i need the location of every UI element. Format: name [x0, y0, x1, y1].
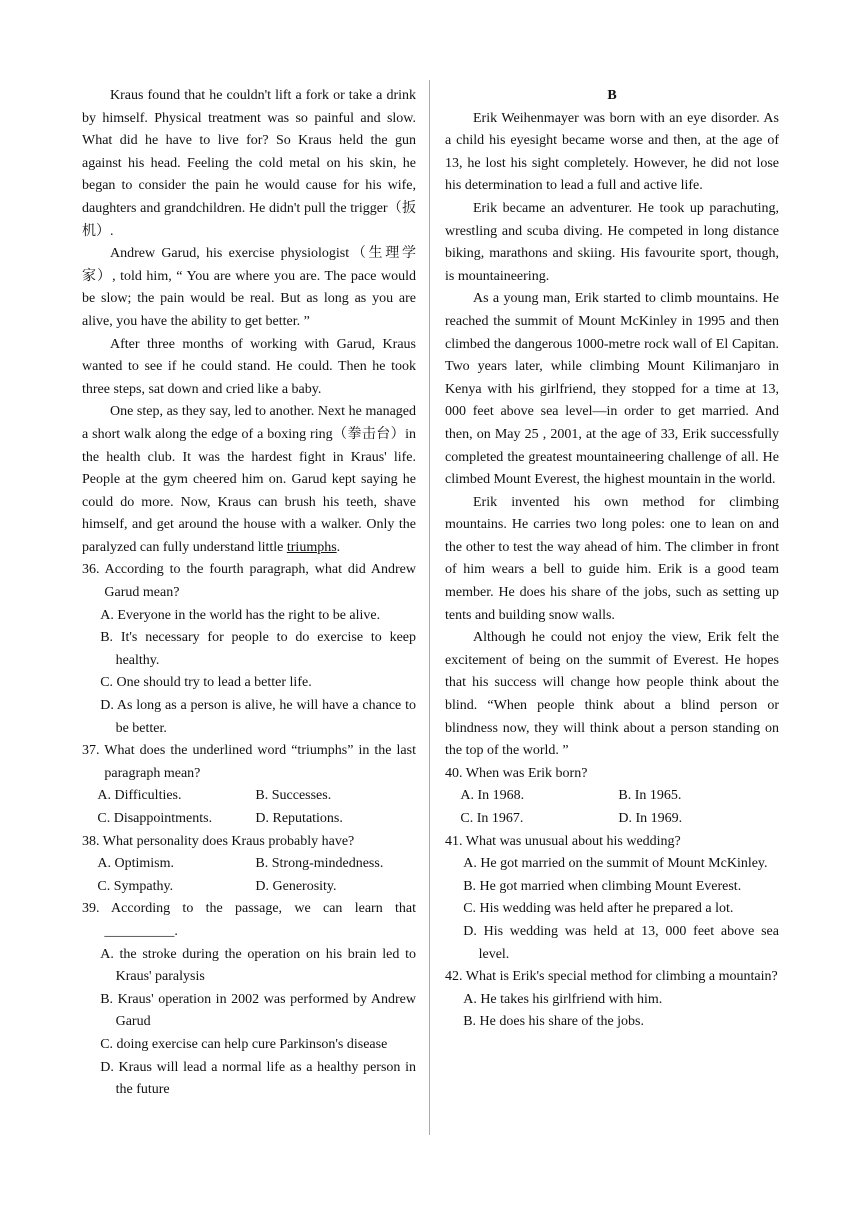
paragraph: Erik became an adventurer. He took up parachuting, wrestling and scuba diving. He competed in long distance biking, marathons and skiing. His favourite sport, though, is mountaineering. [445, 200, 779, 284]
option: B. It's necessary for people to do exercise to keep healthy. [100, 630, 416, 668]
question-40: 40. When was Erik born? [445, 765, 588, 781]
option: C. Sympathy. [97, 878, 174, 894]
option: D. Kraus will lead a normal life as a healthy person in the future [100, 1059, 416, 1098]
option: B. Kraus' operation in 2002 was performed by Andrew Garud [100, 991, 416, 1030]
option: C. doing exercise can help cure Parkinson's disease [100, 1036, 388, 1052]
option: B. He does his share of the jobs. [463, 1014, 645, 1030]
paragraph: As a young man, Erik started to climb mountains. He reached the summit of Mount McKinley in 1995 and then climbed the dangerous 1000-metre rock wall of El Capitan. Two years later, while climbing Mount Kilimanjaro in Kenya with his girlfriend, they stopped for a time at 13, 000 feet above sea level—in order to get married. And then, on May 25 , 2001, at the age of 33, Erik successfully completed the greatest mountaineering challenge of all. He climbed Mount Everest, the highest mountain in the world. [445, 291, 779, 488]
option: A. He takes his girlfriend with him. [463, 991, 663, 1007]
paragraph: Andrew Garud, his exercise physiologist（生理学家）, told him, “ You are where you are. The pace would be slow; the pain would be real. But as long as you are alive, you have the ability to get better. ” [82, 246, 416, 329]
option-row [82, 853, 416, 876]
paragraph-4 [82, 401, 416, 559]
option: D. His wedding was held at 13, 000 feet above sea level. [463, 923, 779, 962]
paragraph: Kraus found that he couldn't lift a fork or take a drink by himself. Physical treatment was so painful and slow. What did he have to live for? So Kraus held the gun against his head. Feeling the cold metal on his skin, he began to consider the pain he would cause for his wife, daughters and grandchildren. He didn't pull the trigger（扳机）. [82, 88, 416, 239]
option-row [445, 785, 779, 808]
option: B. Strong-mindedness. [255, 856, 384, 872]
option: A. Everyone in the world has the right to be alive. [100, 607, 381, 623]
option-row [82, 876, 416, 899]
option: D. Generosity. [255, 878, 337, 894]
left-column [82, 85, 416, 1102]
question-42: 42. What is Erik's special method for climbing a mountain? [445, 969, 778, 985]
paragraph: After three months of working with Garud, Kraus wanted to see if he could stand. He could. Then he took three steps, sat down and cried like a baby. [82, 336, 416, 397]
option: A. the stroke during the operation on his brain led to Kraus' paralysis [100, 946, 416, 985]
option-row [82, 785, 416, 808]
paragraph: Erik Weihenmayer was born with an eye disorder. As a child his eyesight became worse and then, at the age of 13, he lost his sight completely. However, he did not lose his determination to lead a full and active life. [445, 110, 779, 194]
option-row [445, 808, 779, 831]
option: C. One should try to lead a better life. [100, 675, 312, 691]
option: A. He got married on the summit of Mount McKinley. [463, 856, 768, 872]
option: D. In 1969. [618, 811, 683, 826]
option: D. Reputations. [255, 811, 343, 826]
option: C. His wedding was held after he prepared a lot. [463, 901, 734, 917]
option: B. He got married when climbing Mount Everest. [463, 878, 742, 894]
question-38: 38. What personality does Kraus probably have? [82, 833, 355, 849]
paragraph: Although he could not enjoy the view, Erik felt the excitement of being on the summit of Everest. He hopes that his success will change how people think about the blind. “When people think about a blind person or blindness now, they will think about a person standing on the top of the world. ” [445, 630, 779, 759]
option: C. In 1967. [460, 811, 524, 826]
option: D. As long as a person is alive, he will have a chance to be better. [100, 698, 416, 736]
paragraph: Erik invented his own method for climbing mountains. He carries two long poles: one to lean on and the other to test the way ahead of him. The climber in front of him wears a bell to guide him. Erik is a good team member. He does his share of the jobs, such as setting up tents and building snow walls. [445, 494, 779, 623]
option: A. Optimism. [97, 856, 175, 872]
option: C. Disappointments. [97, 811, 213, 826]
question-37: 37. What does the underlined word “triumphs” in the last paragraph mean? [82, 743, 416, 781]
question-36: 36. According to the fourth paragraph, what did Andrew Garud mean? [82, 562, 416, 601]
option: A. In 1968. [460, 788, 525, 804]
question-39: 39. According to the passage, we can learn that __________. [82, 901, 416, 939]
paragraph-text: . [336, 539, 341, 555]
section-title: B [607, 88, 617, 103]
option-row [82, 808, 416, 831]
column-divider [429, 80, 430, 1135]
option: B. In 1965. [618, 788, 682, 804]
question-41: 41. What was unusual about his wedding? [445, 833, 681, 849]
underlined-word: triumphs [286, 539, 337, 555]
paragraph-text: One step, as they say, led to another. Next he managed a short walk along the edge of a boxing ring（拳击台）in the health club. It was the hardest fight in Kraus' life. People at the gym cheered him on. Garud kept saying he could do more. Now, Kraus can brush his teeth, shave himself, and get around the house with a walker. Only the paralyzed can fully understand little [82, 404, 416, 555]
right-column [445, 85, 779, 1034]
option: B. Successes. [255, 788, 332, 804]
option: A. Difficulties. [97, 788, 182, 804]
